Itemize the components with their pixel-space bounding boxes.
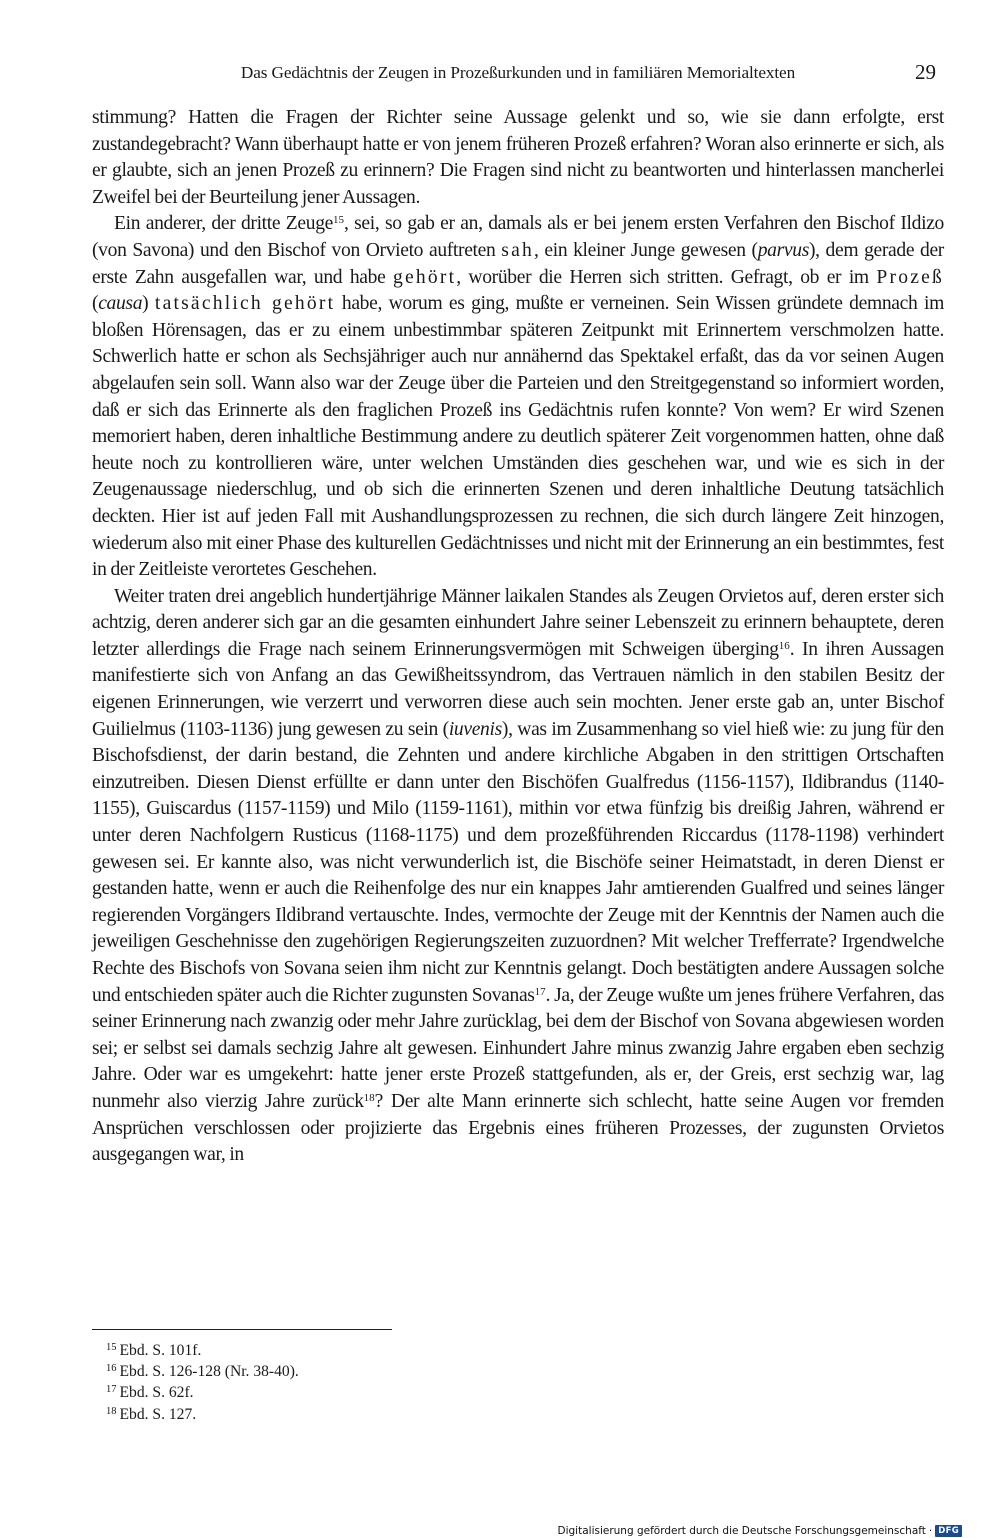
credit-separator: · — [928, 1525, 933, 1537]
footnote — [106, 1382, 706, 1403]
emphasized-text: gehört — [393, 266, 457, 288]
dfg-logo-icon: DFG — [935, 1525, 962, 1537]
paragraph-text: . Ja, der Zeuge wußte um jenes frühere Verfahren, das seiner Erinnerung nach zwanzig oder mehr Jahre zurücklag, bei dem der Bischof von Sovana abgewiesen worden sei; er selbst sei damals sechzig Jahre alt gewesen. Einhundert Jahre minus zwanzig Jahre ergaben eben sechzig Jahre. Oder war es umgekehrt: hatte jener erste Prozeß stattgefunden, als er, der Greis, erst sechzig war, lag nunmehr also vierzig Jahre zurück — [92, 984, 944, 1112]
paragraph — [92, 211, 944, 583]
paragraph — [92, 584, 944, 1169]
paragraph-text: Weiter traten drei angeblich hundertjährige Männer laikalen Standes als Zeugen Orvietos auf, deren erster sich achtzig, deren anderer sich gar an die gesamten einhundert Jahre seiner Lebenszeit zu erinnern behauptete, deren letzter allerdings die Frage nach seinem Erinnerungsvermögen mit Schweigen überging — [92, 585, 944, 660]
paragraph-text: , worüber die Herren sich stritten. Gefragt, ob er im — [456, 266, 877, 288]
emphasized-text: tatsächlich gehört — [154, 293, 336, 315]
running-title: Das Gedächtnis der Zeugen in Prozeßurkunden und in familiären Memorialtexten — [240, 63, 796, 82]
emphasized-text: Prozeß — [876, 266, 944, 288]
footnote-reference: 15 — [333, 214, 345, 227]
paragraph-text: habe, worum es ging, mußte er verneinen. Sein Wissen gründete demnach im bloßen Hörensagen, das er zu einem unbestimmbar späteren Zeitpunkt mit Erinnertem verschmolzen hatte. Schwerlich hatte er schon als Sechsjähriger auch nur annähernd das Spektakel erfaßt, das da vor seinen Augen abgelaufen sein soll. Wann also war der Zeuge über die Parteien und den Streitgegenstand so informiert worden, daß er sich das Erinnerte als den fraglichen Prozeß ins Gedächtnis rufen konnte? Von wem? Er wird Szenen memoriert haben, deren inhaltliche Bestimmung andere zu deutlich späterer Zeit vorgenommen hatten, ohne daß heute noch zu kontrollieren wäre, unter welchen Umständen dies geschehen war, und wie es sich in der Zeugenaussage niederschlug, und ob sich die erinnerten Szenen und deren inhaltliche Deutung tatsächlich deckten. Hier ist auf jeden Fall mit Aushandlungsprozessen zu rechnen, die sich durch längere Zeit hinzogen, wiederum also mit einer Phase des kulturellen Gedächtnisses und nicht mit der Erinnerung an ein bestimmtes, fest in der Zeitleiste verortetes Geschehen. — [92, 293, 945, 581]
body-text — [92, 105, 944, 1169]
italic-term: causa — [98, 293, 143, 315]
credit-text: Digitalisierung gefördert durch die Deutsche Forschungsgemeinschaft — [557, 1525, 926, 1537]
footnote-divider — [92, 1329, 392, 1330]
paragraph-text: ), dem gerade der erste Zahn ausgefallen war, und habe — [92, 239, 944, 288]
paragraph-text: . In ihren Aussagen manifestierte sich von Anfang an das Gewißheitssyndrom, das Vertrauen nämlich in den stabilen Besitz der eigenen Erinnerungen, wie verzerrt und verworren diese auch sein mochten. Jener erste gab an, unter Bischof Guilielmus (1103-1136) jung gewesen zu sein ( — [92, 638, 944, 740]
footnote-number: 16 — [106, 1363, 117, 1375]
paragraph-text: ) — [142, 293, 155, 315]
footnote — [106, 1404, 706, 1425]
paragraph-text: ? Der alte Mann erinnerte sich schlecht, hatte seine Augen vor fremden Ansprüchen verschlossen oder projizierte das Ergebnis eines früheren Prozesses, der zugunsten Orvietos ausgegangen war, in — [92, 1090, 945, 1166]
paragraph-text: ( — [92, 293, 99, 315]
footnote-reference: 16 — [778, 639, 790, 652]
paragraph-text: stimmung? Hatten die Fragen der Richter seine Aussage gelenkt und so, wie sie dann erfolgte, erst zustandegebracht? Wann überhaupt hatte er von jenem früheren Prozeß erfahren? Woran also erinnerte er sich, als er glaubte, sich an jenen Prozeß zu erinnern? Die Fragen sind nicht zu beantworten und hinterlassen mancherlei Zweifel bei der Beurteilung jener Aussagen. — [92, 107, 944, 208]
footnote-number: 17 — [106, 1384, 117, 1396]
footnote-reference: 18 — [363, 1091, 375, 1104]
italic-term: iuvenis — [448, 718, 502, 740]
paragraph-text: , ein kleiner Junge gewesen ( — [534, 239, 758, 261]
italic-term: parvus — [757, 239, 809, 261]
footnote-text: Ebd. S. 127. — [119, 1405, 197, 1423]
footnote-text: Ebd. S. 62f. — [119, 1384, 194, 1402]
footnote-text: Ebd. S. 101f. — [119, 1342, 202, 1359]
footnote-number: 15 — [106, 1342, 117, 1353]
emphasized-text: sah — [501, 239, 534, 261]
page-number: 29 — [915, 60, 936, 84]
page-header — [92, 60, 944, 90]
footnote-text: Ebd. S. 126-128 (Nr. 38-40). — [119, 1363, 299, 1381]
footnote-number: 18 — [106, 1405, 117, 1417]
footnotes — [106, 1340, 706, 1425]
paragraph-text: ), was im Zusammenhang so viel hieß wie: zu jung für den Bischofsdienst, der darin bestand, die Zehnten und andere kirchliche Abgaben in den strittigen Ortschaften einzutreiben. Diesen Dienst erfüllte er dann unter den Bischöfen Gualfredus (1156-1157), Ildibrandus (1140-1155), Guiscardus (1157-1159) und Milo (1159-1161), mithin vor etwa fünfzig bis dreißig Jahren, während er unter deren Nachfolgern Rusticus (1168-1175) und dem prozeßführenden Riccardus (1178-1198) verhindert gewesen sei. Er kannte also, was nicht verwunderlich ist, die Bischöfe seiner Heimatstadt, in deren Dienst er gestanden hatte, wenn er auch die Reihenfolge des nur ein knappes Jahr amtierenden Gualfred und seines länger regierenden Vorgängers Ildibrand vertauschte. Indes, vermochte der Zeuge mit der Kenntnis der Namen auch die jeweiligen Geschehnisse den zugehörigen Regierungszeiten zuzuordnen? Mit welcher Trefferrate? Irgendwelche Rechte des Bischofs von Sovana seien ihm nicht zur Kenntnis gelangt. Doch bestätigten andere Aussagen solche und entschieden später auch die Richter zugunsten Sovanas — [92, 718, 944, 1006]
paragraph — [92, 105, 944, 211]
footnote-reference: 17 — [534, 985, 546, 998]
footnote — [106, 1361, 706, 1382]
paragraph-text: Ein anderer, der dritte Zeuge — [114, 213, 334, 235]
footnote — [106, 1340, 706, 1361]
paragraph-text: , sei, so gab er an, damals als er bei jenem ersten Verfahren den Bischof Ildizo (von Savona) und den Bischof von Orvieto auftreten — [92, 213, 944, 261]
